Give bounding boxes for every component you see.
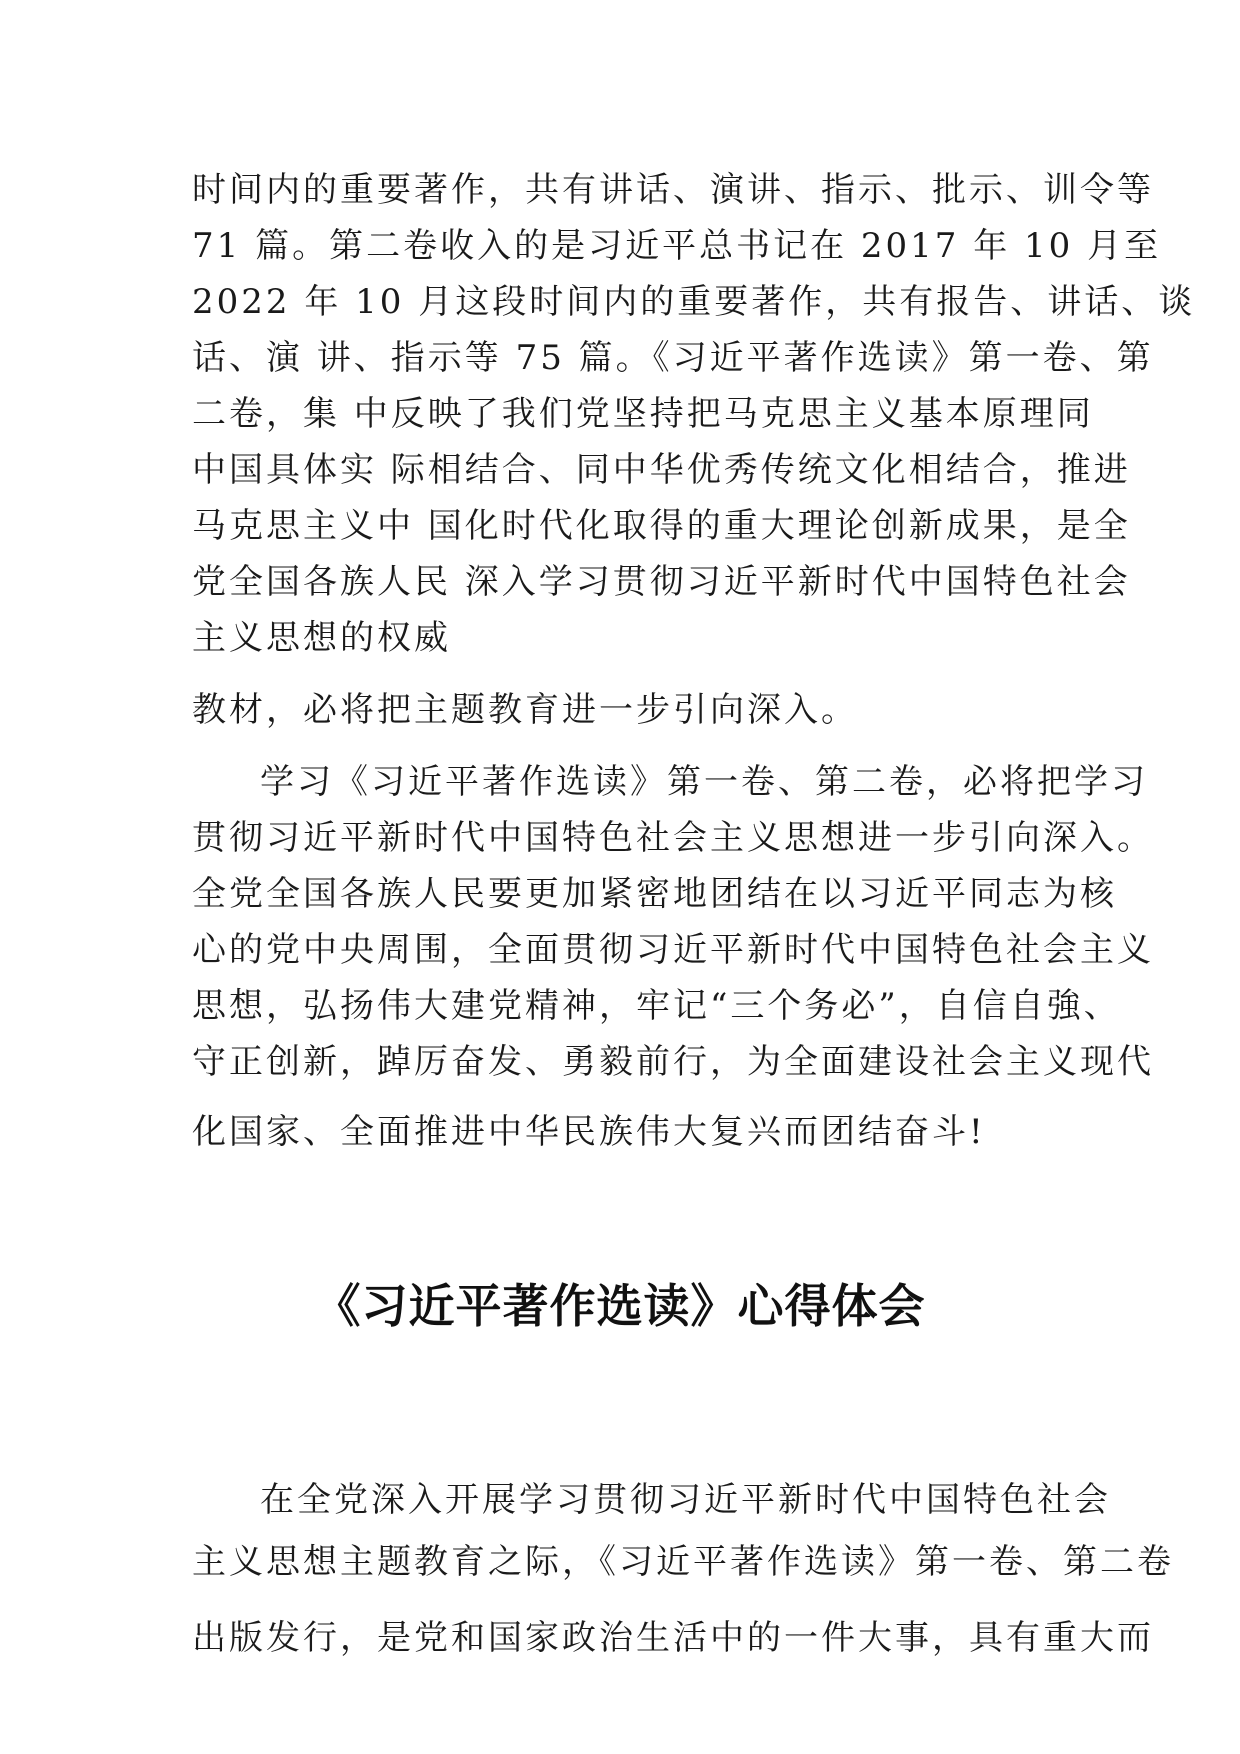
paragraph-1-line-8: 党全国各族人民 深入学习贯彻习近平新时代中国特色社会	[192, 562, 1131, 602]
paragraph-2-line-4: 心的党中央周围，全面贯彻习近平新时代中国特色社会主义	[192, 930, 1154, 970]
paragraph-3-line-2: 主义思想主题教育之际，《习近平著作选读》第一卷、第二卷	[192, 1542, 1174, 1582]
paragraph-1-line-3: 2022 年 10 月这段时间内的重要著作，共有报告、讲话、谈	[192, 282, 1196, 322]
paragraph-2-line-5: 思想，弘扬伟大建党精神，牢记“三个务必”，自信自強、	[192, 986, 1121, 1026]
paragraph-2-line-7: 化国家、全面推进中华民族伟大复兴而团结奋斗!	[192, 1112, 986, 1152]
paragraph-1-line-1: 时间内的重要著作，共有讲话、演讲、指示、批示、训令等	[192, 170, 1154, 210]
paragraph-3-line-1: 在全党深入开展学习贯彻习近平新时代中国特色社会	[260, 1480, 1111, 1520]
paragraph-1-line-9: 主义思想的权威	[192, 618, 451, 658]
paragraph-3-line-3: 出版发行，是党和国家政治生活中的一件大事，具有重大而	[192, 1618, 1154, 1658]
paragraph-1-line-2: 71 篇。第二卷收入的是习近平总书记在 2017 年 10 月至	[192, 226, 1162, 266]
paragraph-1-line-10: 教材，必将把主题教育进一步引向深入。	[192, 690, 858, 730]
paragraph-2-line-2: 贯彻习近平新时代中国特色社会主义思想进一步引向深入。	[192, 818, 1154, 858]
paragraph-2-line-1: 学习《习近平著作选读》第一卷、第二卷，必将把学习	[260, 762, 1148, 802]
paragraph-1-line-5: 二卷，集 中反映了我们党坚持把马克思主义基本原理同	[192, 394, 1094, 434]
paragraph-1-line-6: 中国具体实 际相结合、同中华优秀传统文化相结合，推进	[192, 450, 1131, 490]
section-title: 《习近平著作选读》心得体会	[314, 1279, 926, 1333]
paragraph-1-line-7: 马克思主义中 国化时代化取得的重大理论创新成果，是全	[192, 506, 1131, 546]
paragraph-1-line-4: 话、演 讲、指示等 75 篇。《习近平著作选读》第一卷、第	[192, 338, 1154, 378]
paragraph-2-line-3: 全党全国各族人民要更加紧密地团结在以习近平同志为核	[192, 874, 1117, 914]
paragraph-2-line-6: 守正创新，踔厉奋发、勇毅前行，为全面建设社会主义现代	[192, 1042, 1154, 1082]
